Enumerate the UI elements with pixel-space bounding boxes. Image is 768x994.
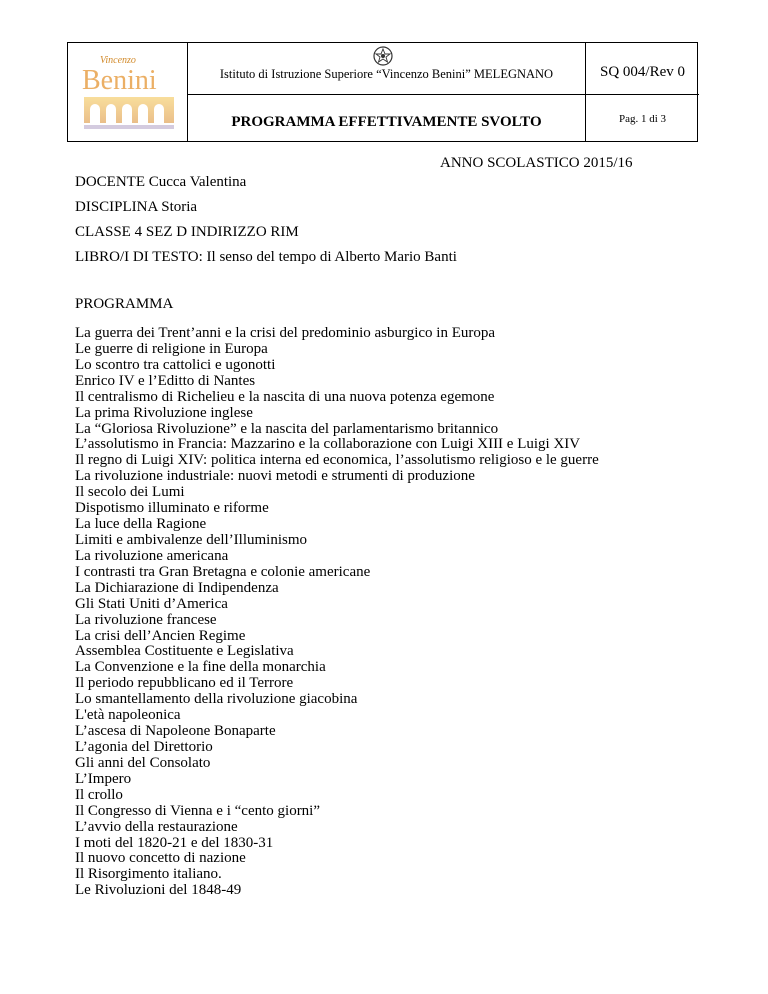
list-item: La prima Rivoluzione inglese: [75, 404, 253, 421]
textbook: LIBRO/I DI TESTO: Il senso del tempo di Alberto Mario Banti: [75, 249, 457, 265]
page-number: Pag. 1 di 3: [618, 113, 667, 125]
list-item: La rivoluzione francese: [75, 611, 217, 628]
list-item: Il periodo repubblicano ed il Terrore: [75, 675, 294, 692]
list-item: Gli Stati Uniti d’America: [75, 595, 228, 612]
list-item: Il centralismo di Richelieu e la nascita di una nuova potenza egemone: [75, 388, 495, 405]
list-item: Il crollo: [75, 786, 123, 803]
list-item: Assemblea Costituente e Legislativa: [75, 643, 294, 660]
list-item: La luce della Ragione: [75, 516, 207, 533]
list-item: L’avvio della restaurazione: [75, 818, 238, 835]
school-year: ANNO SCOLASTICO 2015/16: [440, 155, 633, 171]
list-item: I moti del 1820-21 e del 1830-31: [75, 834, 274, 851]
program-list: [75, 326, 599, 899]
institute-name: Istituto di Istruzione Superiore “Vincenzo Benini” MELEGNANO: [219, 67, 554, 81]
list-item: La Convenzione e la fine della monarchia: [75, 659, 326, 676]
header-divider: [187, 94, 699, 95]
list-item: La rivoluzione americana: [75, 547, 229, 564]
list-item: La guerra dei Trent’anni e la crisi del predominio asburgico in Europa: [75, 325, 496, 341]
list-item: La Dichiarazione di Indipendenza: [75, 579, 279, 596]
list-item: La “Gloriosa Rivoluzione” e la nascita del parlamentarismo britannico: [75, 420, 499, 437]
school-logo: [76, 51, 180, 133]
list-item: Gli anni del Consolato: [75, 754, 211, 771]
list-item: L’agonia del Direttorio: [75, 738, 213, 755]
list-item: La rivoluzione industriale: nuovi metodi e strumenti di produzione: [75, 468, 475, 485]
list-item: Enrico IV e l’Editto di Nantes: [75, 372, 256, 389]
list-item: Limiti e ambivalenze dell’Illuminismo: [75, 531, 308, 548]
list-item: Le Rivoluzioni del 1848-49: [75, 882, 242, 899]
list-item: L'età napoleonica: [75, 707, 181, 724]
list-item: Il Congresso di Vienna e i “cento giorni”: [75, 802, 321, 819]
svg-text:Benini: Benini: [82, 65, 157, 96]
document-header: [67, 42, 698, 142]
list-item: Il regno di Luigi XIV: politica interna ed economica, l’assolutismo religioso e le guerre: [75, 452, 599, 469]
list-item: Il nuovo concetto di nazione: [75, 850, 246, 867]
list-item: Il secolo dei Lumi: [75, 484, 185, 501]
program-heading: PROGRAMMA: [75, 296, 174, 312]
republic-emblem-icon: [372, 45, 394, 67]
teacher: DOCENTE Cucca Valentina: [75, 174, 247, 190]
list-item: L’Impero: [75, 770, 132, 787]
document-title: PROGRAMMA EFFETTIVAMENTE SVOLTO: [231, 114, 542, 130]
list-item: I contrasti tra Gran Bretagna e colonie americane: [75, 563, 371, 580]
list-item: Il Risorgimento italiano.: [75, 866, 222, 883]
class-section: CLASSE 4 SEZ D INDIRIZZO RIM: [75, 224, 299, 240]
header-divider: [585, 43, 586, 141]
list-item: L’assolutismo in Francia: Mazzarino e la collaborazione con Luigi XIII e Luigi XIV: [75, 436, 581, 453]
list-item: La crisi dell’Ancien Regime: [75, 627, 246, 644]
list-item: Lo smantellamento della rivoluzione giacobina: [75, 691, 358, 708]
svg-text:Vincenzo: Vincenzo: [100, 55, 136, 66]
list-item: L’ascesa di Napoleone Bonaparte: [75, 723, 276, 740]
list-item: Le guerre di religione in Europa: [75, 340, 268, 357]
document-code: SQ 004/Rev 0: [599, 64, 685, 80]
list-item: Lo scontro tra cattolici e ugonotti: [75, 356, 276, 373]
subject: DISCIPLINA Storia: [75, 199, 198, 215]
list-item: Dispotismo illuminato e riforme: [75, 500, 269, 517]
